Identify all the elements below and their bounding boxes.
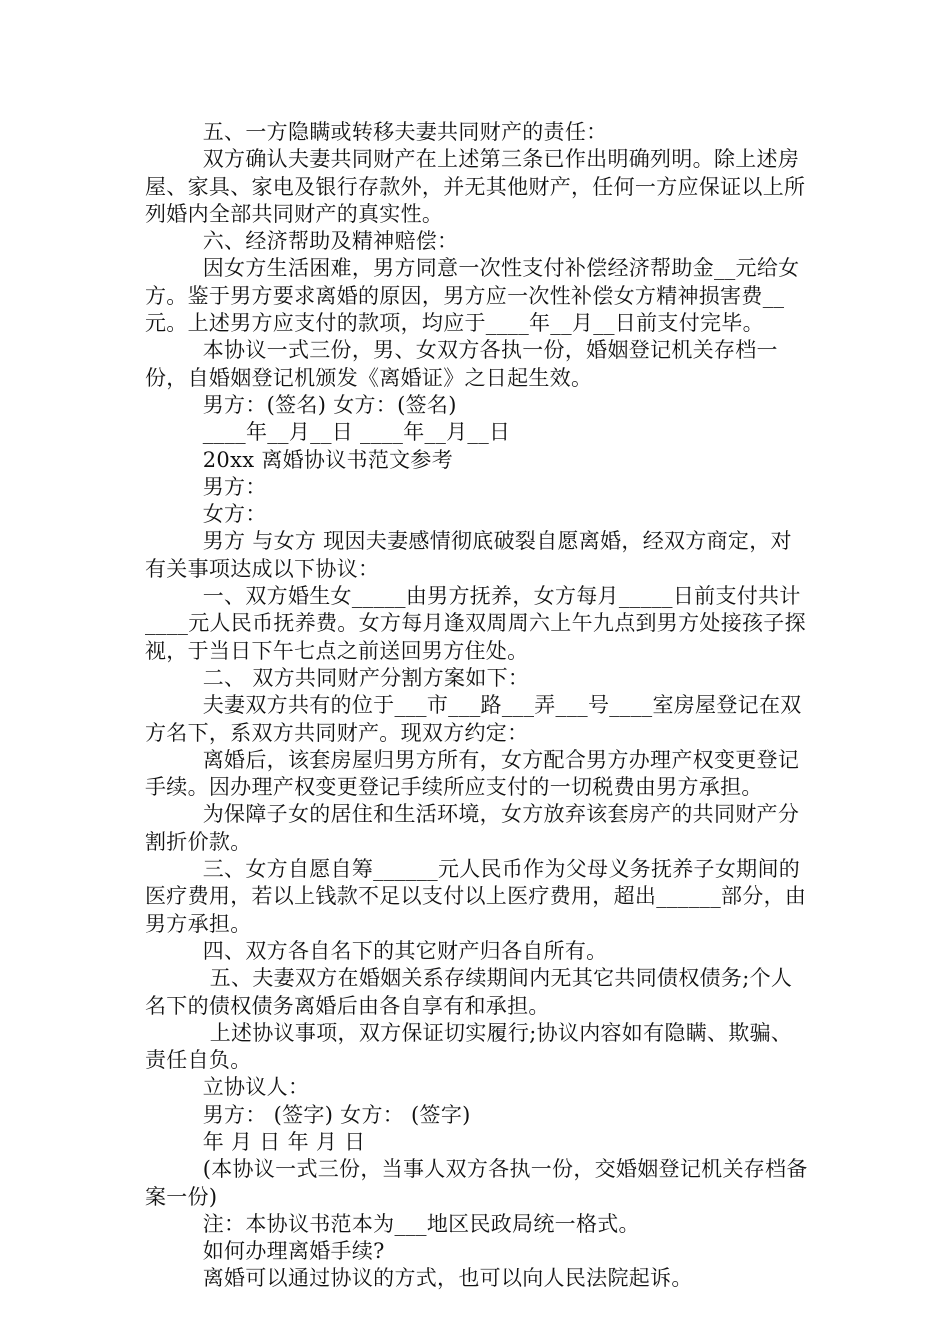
signature-line: 男方： (签字) 女方： (签字) [202,1102,471,1127]
clause-1: 一、双方婚生女_____由男方抚养，女方每月_____日前支付共计____元人民币抚养费。女方每月逢双周周六上午九点到男方处接孩子探视，于当日下午七点之前送回男方住处。 [145,584,806,663]
note: 注：本协议书范本为___地区民政局统一格式。 [202,1211,640,1236]
party-female: 女方： [202,502,267,527]
section-5-heading: 五、一方隐瞒或转移夫妻共同财产的责任： [202,120,608,144]
paragraph: 离婚后，该套房屋归男方所有，女方配合男方办理产权变更登记手续。因办理产权变更登记手续所应支付的一切税费由男方承担。 [145,747,800,800]
clause-3: 三、女方自愿自筹______元人民币作为父母义务抚养子女期间的医疗费用，若以上钱款不足以支付以上医疗费用，超出______部分，由男方承担。 [145,857,807,936]
paragraph: 离婚可以通过协议的方式，也可以向人民法院起诉。 [202,1266,693,1291]
signature-line: 男方：(签名) 女方：(签名) [202,392,457,417]
document-body [145,119,811,1293]
clause-5: 五、夫妻双方在婚姻关系存续期间内无其它共同债权债务;个人名下的债权债务离婚后由各自享有和承担。 [145,966,793,1018]
clause-2-heading: 二、 双方共同财产分割方案如下： [202,665,530,690]
date-line: 年 月 日 年 月 日 [202,1129,366,1154]
signatories-label: 立协议人： [202,1075,310,1100]
section-6-heading: 六、经济帮助及精神赔偿： [202,229,459,254]
paragraph: 因女方生活困难，男方同意一次性支付补偿经济帮助金__元给女方。鉴于男方要求离婚的原因，男方应一次性补偿女方精神损害费__元。上述男方应支付的款项，均应于____年__月__日前支付完毕。 [145,256,800,336]
question-heading: 如何办理离婚手续? [202,1239,385,1264]
paragraph: 本协议一式三份，男、女双方各执一份，婚姻登记机关存档一份，自婚姻登记机颁发《离婚证》之日起生效。 [145,338,778,390]
copies-note: (本协议一式三份，当事人双方各执一份，交婚姻登记机关存档备案一份) [145,1157,808,1209]
paragraph: 为保障子女的居住和生活环境，女方放弃该套房产的共同财产分割折价款。 [145,802,800,854]
paragraph: 上述协议事项，双方保证切实履行;协议内容如有隐瞒、欺骗、责任自负。 [145,1020,793,1073]
clause-4: 四、双方各自名下的其它财产归各自所有。 [202,938,608,963]
paragraph: 双方确认夫妻共同财产在上述第三条已作出明确列明。除上述房屋、家具、家电及银行存款外，并无其他财产，任何一方应保证以上所列婚内全部共同财产的真实性。 [145,147,806,226]
sample-title: 20xx 离婚协议书范文参考 [202,447,454,472]
party-male: 男方： [202,474,267,499]
paragraph: 男方 与女方 现因夫妻感情彻底破裂自愿离婚，经双方商定，对有关事项达成以下协议： [145,529,792,581]
date-line: ____年__月__日 ____年__月__日 [202,420,511,445]
paragraph: 夫妻双方共有的位于___市___路___弄___号____室房屋登记在双方名下，系双方共同财产。现双方约定： [145,693,802,745]
